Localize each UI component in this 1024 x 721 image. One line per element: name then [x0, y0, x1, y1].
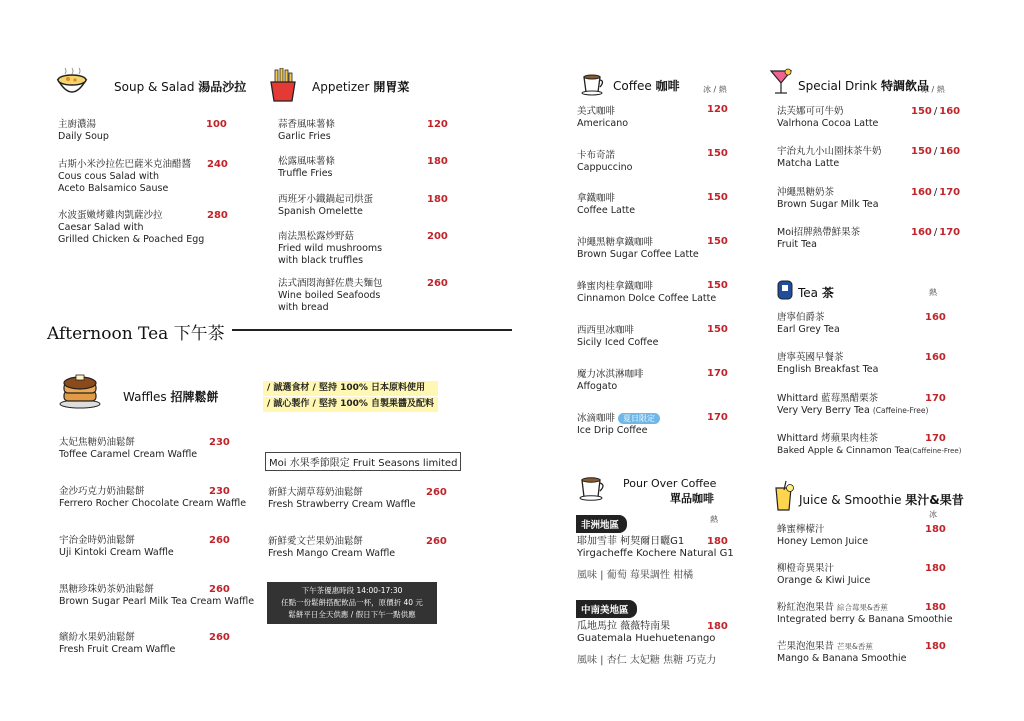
item-en-name: Fruit Tea [777, 239, 817, 250]
item-price: 180 [925, 524, 946, 535]
menu-item [577, 369, 644, 393]
item-en-name: Fresh Strawberry Cream Waffle [268, 499, 416, 510]
pancake-icon [58, 371, 102, 409]
item-en-name: English Breakfast Tea [777, 364, 879, 375]
item-price: 160 [925, 352, 946, 363]
item-cn-name: 松露風味薯條 [278, 156, 336, 167]
item-cn-name: 冰滴咖啡 夏日限定 [577, 413, 660, 425]
season-limited-label: Moi 水果季節限定 Fruit Seasons limited [265, 452, 461, 471]
promo-block [263, 381, 438, 412]
menu-item [777, 227, 860, 251]
item-cn-name: 水波蛋嫩烤雞肉凱薩沙拉 [58, 210, 163, 221]
item-cn-name: 柳橙奇異果汁 [777, 563, 835, 574]
coffee-title: Coffee 咖啡 [613, 79, 680, 93]
item-price: 180 [925, 563, 946, 574]
caffeine-note: (Caffeine-Free) [909, 447, 962, 455]
temp-label: 熱 [710, 515, 718, 524]
caffeine-note: (Caffeine-Free) [872, 406, 929, 415]
menu-item [777, 563, 870, 587]
flavor-note: 風味 | 杏仁 太妃糖 焦糖 巧克力 [577, 655, 717, 666]
temp-label: 冰 / 熱 [921, 85, 945, 94]
item-en-name: Valrhona Cocoa Latte [777, 118, 879, 129]
item-price: 200 [427, 231, 448, 242]
item-en-name: Sicily Iced Coffee [577, 337, 659, 348]
menu-item [777, 352, 878, 376]
tea-cup-icon [776, 279, 794, 301]
item-en-name: Fresh Mango Cream Waffle [268, 548, 396, 559]
item-en-name: Coffee Latte [577, 205, 636, 216]
item-en-name: Garlic Fries [278, 131, 331, 142]
menu-item [278, 194, 373, 218]
section-divider [232, 329, 512, 331]
menu-item [577, 621, 716, 666]
item-price: 160 [925, 312, 946, 323]
item-sub-note: 芒果&香蕉 [837, 642, 873, 651]
menu-item [278, 156, 335, 180]
item-price: 170 [707, 368, 728, 379]
item-price: 120 [427, 119, 448, 130]
item-cn-name: 西西里冰咖啡 [577, 325, 635, 336]
item-en-name: Americano [577, 118, 629, 129]
item-en-name: Caesar Salad with [58, 222, 144, 233]
item-en-name: Fried wild mushrooms [278, 243, 383, 254]
item-en-name: Brown Sugar Pearl Milk Tea Cream Waffle [59, 596, 255, 607]
menu-item [268, 536, 395, 560]
item-en-name: Ferrero Rocher Chocolate Cream Waffle [59, 498, 247, 509]
item-cn-name: 沖繩黑糖奶茶 [777, 187, 835, 198]
item-en-name: Cous cous Salad with [58, 171, 159, 182]
item-price: 260 [209, 535, 230, 546]
item-cn-name: 新鮮愛文芒果奶油鬆餅 [268, 536, 364, 547]
item-price: 150 [707, 280, 728, 291]
item-price: 170 [925, 393, 946, 404]
item-en-name: Wine boiled Seafoods [278, 290, 381, 301]
offer-line: 鬆餅平日全天供應 / 假日下午一點供應 [288, 610, 416, 619]
item-cn-name: 宇治金時奶油鬆餅 [59, 535, 136, 546]
menu-item [577, 106, 628, 130]
item-en-name: Mango & Banana Smoothie [777, 653, 907, 664]
item-price: 150 / 160 [911, 146, 961, 157]
item-price: 150 [707, 148, 728, 159]
item-cn-name: 卡布奇諾 [577, 150, 616, 161]
item-price: 170 [925, 433, 946, 444]
item-cn-name: 唐寧伯爵茶 [777, 312, 825, 323]
item-cn-name: 蜂蜜肉桂拿鐵咖啡 [577, 281, 654, 292]
item-cn-name: Whittard 烤蘋果肉桂茶 [777, 433, 879, 444]
item-en-name: Ice Drip Coffee [577, 425, 648, 436]
item-cn-name: 耶加雪菲 柯契爾日曬G1 [577, 536, 685, 547]
item-cn-name: 魔力冰淇淋咖啡 [577, 369, 644, 380]
menu-item [59, 437, 197, 461]
item-en-name: with black truffles [278, 255, 364, 266]
item-en-name: Cappuccino [577, 162, 633, 173]
juice-smoothie-title: Juice & Smoothie 果汁&果昔 [799, 493, 964, 507]
item-cn-name: 新鮮大湖草莓奶油鬆餅 [268, 487, 364, 498]
promo-line: / 誠心製作 / 堅持 100% 自製果醬及配料 [263, 397, 438, 412]
item-en-name: Affogato [577, 381, 618, 392]
item-price: 180 [925, 602, 946, 613]
item-price: 260 [209, 632, 230, 643]
menu-item [58, 210, 204, 246]
temp-label: 冰 / 熱 [703, 85, 727, 94]
menu-item [577, 237, 699, 261]
menu-item [58, 159, 191, 195]
item-price: 150 / 160 [911, 106, 961, 117]
item-price: 180 [925, 641, 946, 652]
waffles-title: Waffles 招牌鬆餅 [123, 390, 219, 404]
item-price: 260 [209, 584, 230, 595]
item-en-name: Honey Lemon Juice [777, 536, 869, 547]
menu-item [777, 312, 840, 336]
summer-limited-tag: 夏日限定 [618, 413, 660, 424]
region-badge: 非洲地區 [576, 515, 627, 533]
flavor-note: 風味 | 葡萄 莓果調性 柑橘 [577, 570, 694, 581]
coffee-cup-icon [579, 470, 607, 502]
item-cn-name: 唐寧英國早餐茶 [777, 352, 844, 363]
item-en-name: Earl Grey Tea [777, 324, 840, 335]
item-price: 170 [707, 412, 728, 423]
menu-item [577, 413, 660, 437]
item-en-name: with bread [278, 302, 329, 313]
item-price: 180 [707, 621, 728, 632]
soup-salad-title: Soup & Salad 湯品沙拉 [114, 80, 247, 94]
item-cn-name: 拿鐵咖啡 [577, 193, 616, 204]
item-price: 280 [207, 210, 228, 221]
item-price: 150 [707, 236, 728, 247]
item-price: 180 [427, 194, 448, 205]
item-cn-name: Whittard 藍莓黑醋栗茶 [777, 393, 879, 404]
menu-item [777, 106, 878, 130]
item-price: 120 [707, 104, 728, 115]
item-cn-name: 黑糖珍珠奶茶奶油鬆餅 [59, 584, 155, 595]
item-price: 150 [707, 192, 728, 203]
juice-glass-icon [773, 480, 795, 512]
item-cn-name: 芒果泡泡果昔 芒果&香蕉 [777, 641, 873, 652]
pour-over-title: Pour Over Coffee 單品咖啡 [623, 477, 717, 505]
item-en-name: Cinnamon Dolce Coffee Latte [577, 293, 717, 304]
item-en-name: Uji Kintoki Cream Waffle [59, 547, 174, 558]
item-cn-name: 繽紛水果奶油鬆餅 [59, 632, 136, 643]
menu-item [278, 231, 382, 267]
item-en-name: Daily Soup [58, 131, 109, 142]
menu-item [577, 150, 632, 174]
item-en-name: Toffee Caramel Cream Waffle [59, 449, 198, 460]
afternoon-tea-heading: Afternoon Tea 下午茶 [47, 324, 225, 344]
item-en-name: Spanish Omelette [278, 206, 363, 217]
item-cn-name: 主廚濃湯 [58, 119, 97, 130]
item-price: 100 [206, 119, 227, 130]
menu-item [777, 187, 879, 211]
item-en-name: Grilled Chicken & Poached Egg [58, 234, 205, 245]
menu-item [278, 278, 383, 314]
cocktail-icon [769, 68, 793, 96]
item-cn-name: 古斯小米沙拉佐巴薩米克油醋醬 [58, 159, 192, 170]
temp-label: 冰 [929, 510, 937, 519]
item-price: 160 / 170 [911, 227, 961, 238]
item-cn-name: 宇治丸九小山園抹茶牛奶 [777, 146, 882, 157]
item-price: 180 [707, 536, 728, 547]
item-en-name: Brown Sugar Coffee Latte [577, 249, 699, 260]
item-en-name: Truffle Fries [278, 168, 333, 179]
menu-item [268, 487, 416, 511]
item-sub-note: 綜合莓果&香蕉 [837, 603, 888, 612]
item-price: 260 [426, 487, 447, 498]
item-cn-name: Moi招牌熱帶鮮果茶 [777, 227, 861, 238]
menu-item [59, 632, 175, 656]
special-drink-title: Special Drink 特調飲品 [798, 79, 929, 93]
item-cn-name: 瓜地馬拉 薇薇特南果 [577, 621, 671, 632]
item-en-name: Matcha Latte [777, 158, 840, 169]
item-cn-name: 蜂蜜檸檬汁 [777, 524, 825, 535]
item-cn-name: 金沙巧克力奶油鬆餅 [59, 486, 145, 497]
menu-item [777, 641, 907, 665]
item-cn-name: 蒜香風味薯條 [278, 119, 336, 130]
item-cn-name: 沖繩黑糖拿鐵咖啡 [577, 237, 654, 248]
menu-item [58, 119, 109, 143]
item-cn-name: 法式酒悶海鮮佐農夫麵包 [278, 278, 383, 289]
menu-item [777, 524, 868, 548]
item-en-name: Orange & Kiwi Juice [777, 575, 871, 586]
item-cn-name: 南法黑松露炒野菇 [278, 231, 355, 242]
menu-item [278, 119, 335, 143]
fries-icon [267, 68, 299, 102]
promo-line: / 誠選食材 / 堅持 100% 日本原料使用 [263, 381, 438, 396]
offer-line: 任點一份鬆餅搭配飲品一杯，原價折 40 元 [281, 598, 423, 607]
region-badge: 中南美地區 [576, 600, 637, 618]
item-price: 230 [209, 486, 230, 497]
afternoon-offer-box [267, 582, 437, 624]
item-en-name: Brown Sugar Milk Tea [777, 199, 879, 210]
item-cn-name: 美式咖啡 [577, 106, 616, 117]
item-en-name: Baked Apple & Cinnamon Tea(Caffeine-Free) [777, 446, 962, 456]
item-en-name: Integrated berry & Banana Smoothie [777, 614, 953, 625]
item-price: 230 [209, 437, 230, 448]
menu-item [777, 393, 928, 417]
item-cn-name: 太妃焦糖奶油鬆餅 [59, 437, 136, 448]
appetizer-title: Appetizer 開胃菜 [312, 80, 410, 94]
soup-bowl-icon [55, 66, 89, 100]
item-price: 260 [427, 278, 448, 289]
item-en-name: Guatemala Huehuetenango [577, 633, 716, 644]
item-price: 180 [427, 156, 448, 167]
temp-label: 熱 [929, 288, 937, 297]
tea-title: Tea 茶 [798, 286, 834, 300]
item-price: 160 / 170 [911, 187, 961, 198]
item-price: 150 [707, 324, 728, 335]
item-en-name: Fresh Fruit Cream Waffle [59, 644, 176, 655]
menu-item [577, 325, 658, 349]
menu-item [577, 193, 635, 217]
offer-line: 下午茶優惠時段 14:00-17:30 [301, 586, 403, 595]
item-en-name: Very Very Berry Tea (Caffeine-Free) [777, 405, 929, 416]
menu-item [59, 535, 174, 559]
menu-item [577, 281, 716, 305]
item-cn-name: 法芙娜可可牛奶 [777, 106, 844, 117]
item-cn-name: 西班牙小鐵鍋起司烘蛋 [278, 194, 374, 205]
item-price: 260 [426, 536, 447, 547]
menu-item [777, 146, 882, 170]
item-en-name: Aceto Balsamico Sause [58, 183, 169, 194]
item-price: 240 [207, 159, 228, 170]
item-en-name: Yirgacheffe Kochere Natural G1 [577, 548, 734, 559]
item-cn-name: 粉紅泡泡果昔 綜合莓果&香蕉 [777, 602, 888, 613]
coffee-cup-icon [581, 68, 607, 96]
